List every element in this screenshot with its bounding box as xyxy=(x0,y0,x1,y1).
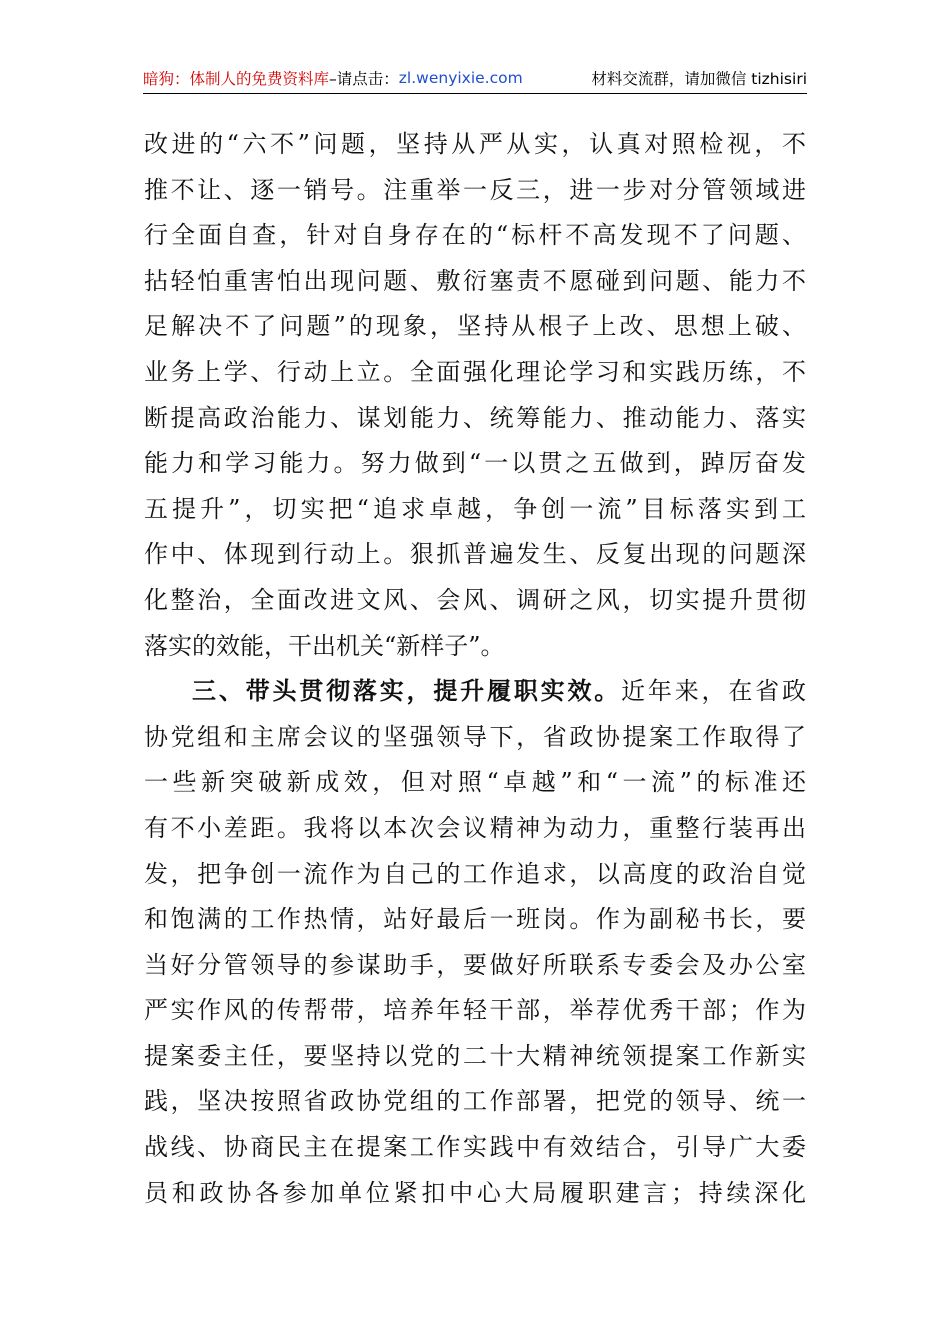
header-url-link[interactable]: zl.wenyixie.com xyxy=(398,68,523,87)
text-line: 提案委主任，要坚持以党的二十大精神统领提案工作新实 xyxy=(144,1041,806,1070)
page-header xyxy=(143,64,807,94)
section-first-line xyxy=(144,669,806,715)
section-three-paragraph xyxy=(144,669,806,1216)
text-line: 发，把争创一流作为自己的工作追求，以高度的政治自觉 xyxy=(144,859,806,888)
text-line: 业务上学、行动上立。全面强化理论学习和实践历练，不 xyxy=(144,357,806,386)
text-line: 落实的效能，干出机关“新样子”。 xyxy=(144,631,505,660)
text-line: 战线、协商民主在提案工作实践中有效结合，引导广大委 xyxy=(144,1133,806,1162)
section-first-line-text: 近年来，在省政 xyxy=(621,677,807,706)
paragraph-continuation xyxy=(144,122,806,669)
text-line: 五提升”，切实把“追求卓越，争创一流”目标落实到工 xyxy=(144,494,806,523)
text-line: 行全面自查，针对自身存在的“标杆不高发现不了问题、 xyxy=(144,221,806,250)
text-line: 推不让、逐一销号。注重举一反三，进一步对分管领域进 xyxy=(144,175,806,204)
header-wechat-note: 材料交流群，请加微信 tizhisiri xyxy=(591,69,807,88)
header-brand: 暗狗：体制人的免费资料库 xyxy=(143,69,330,88)
header-prompt: –请点击： xyxy=(329,69,399,88)
text-line: 拈轻怕重害怕出现问题、敷衍塞责不愿碰到问题、能力不 xyxy=(144,266,806,295)
section-heading: 三、带头贯彻落实，提升履职实效。 xyxy=(192,677,622,706)
text-line: 严实作风的传帮带，培养年轻干部，举荐优秀干部；作为 xyxy=(144,996,806,1025)
text-line: 改进的“六不”问题，坚持从严从实，认真对照检视，不 xyxy=(144,130,806,158)
text-line: 有不小差距。我将以本次会议精神为动力，重整行装再出 xyxy=(144,813,806,842)
document-body xyxy=(144,122,806,1216)
text-line: 化整治，全面改进文风、会风、调研之风，切实提升贯彻 xyxy=(144,585,806,614)
header-left xyxy=(143,67,523,89)
text-line: 当好分管领导的参谋助手，要做好所联系专委会及办公室 xyxy=(144,950,806,979)
text-line: 断提高政治能力、谋划能力、统筹能力、推动能力、落实 xyxy=(144,403,806,432)
text-line: 一些新突破新成效，但对照“卓越”和“一流”的标准还 xyxy=(144,768,806,797)
text-line: 协党组和主席会议的坚强领导下，省政协提案工作取得了 xyxy=(144,722,806,751)
text-line: 员和政协各参加单位紧扣中心大局履职建言；持续深化 xyxy=(144,1178,806,1207)
text-line: 作中、体现到行动上。狠抓普遍发生、反复出现的问题深 xyxy=(144,540,806,569)
text-line: 践，坚决按照省政协党组的工作部署，把党的领导、统一 xyxy=(144,1087,806,1116)
text-line: 和饱满的工作热情，站好最后一班岗。作为副秘书长，要 xyxy=(144,905,806,934)
text-line: 能力和学习能力。努力做到“一以贯之五做到，踔厉奋发 xyxy=(144,449,806,478)
text-line: 足解决不了问题”的现象，坚持从根子上改、思想上破、 xyxy=(144,312,806,341)
